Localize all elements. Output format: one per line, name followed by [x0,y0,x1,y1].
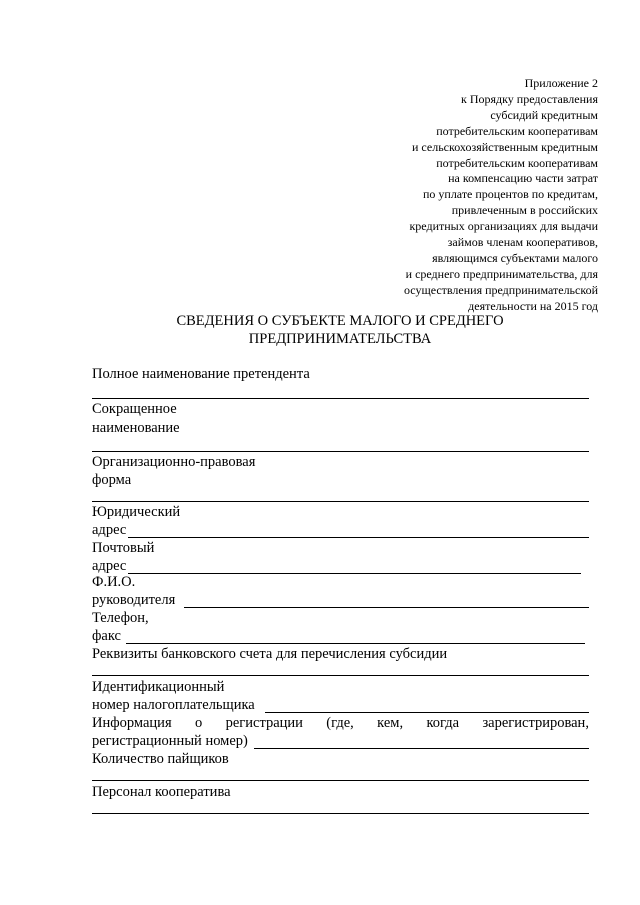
header-line: на компенсацию части затрат [448,171,598,186]
staff-field-line[interactable] [92,813,589,814]
legal-form-field-line[interactable] [92,501,589,502]
header-line: по уплате процентов по кредитам, [422,187,598,202]
full-name-field-line[interactable] [92,398,589,399]
header-line: привлеченным в российских [451,203,598,218]
bank-details-label: Реквизиты банковского счета для перечисления субсидии [92,646,448,662]
legal-address-label-1: Юридический [92,504,181,520]
registration-word: когда [426,715,460,731]
header-line: осуществления предпринимательской [404,282,598,297]
registration-field-line[interactable] [254,748,589,749]
appendix-header [338,76,598,315]
short-name-field-line[interactable] [92,451,589,452]
title-line-1: СВЕДЕНИЯ О СУБЪЕКТЕ МАЛОГО И СРЕДНЕГО [176,313,504,329]
members-count-label: Количество пайщиков [92,751,229,767]
title-line-2: ПРЕДПРИНИМАТЕЛЬСТВА [248,331,432,347]
head-name-field-line[interactable] [184,607,589,608]
header-line: к Порядку предоставления [460,91,598,106]
phone-label-1: Телефон, [92,610,149,626]
header-line: являющимся субъектами малого [432,250,598,265]
members-count-field-line[interactable] [92,780,589,781]
legal-form-label-2: форма [92,472,132,488]
full-name-label: Полное наименование претендента [92,366,310,382]
header-line: деятельности на 2015 год [468,298,598,313]
postal-address-label-1: Почтовый [92,540,155,556]
inn-field-line[interactable] [265,712,589,713]
legal-form-label-1: Организационно-правовая [92,454,256,470]
header-line: потребительским кооперативам [436,123,598,138]
registration-word: о [194,715,203,731]
header-line: и сельскохозяйственным кредитным [412,139,598,154]
header-line: потребительским кооперативам [436,155,598,170]
legal-address-field-line[interactable] [128,537,589,538]
legal-address-label-2: адрес [92,522,127,538]
header-line: и среднего предпринимательства, для [405,266,598,281]
postal-address-label-2: адрес [92,558,127,574]
phone-label-2: факс [92,628,121,644]
registration-word: кем, [377,715,404,731]
registration-label-2: регистрационный номер) [92,733,248,749]
inn-label-2: номер налогоплательщика [92,697,255,713]
phone-field-line[interactable] [126,643,585,644]
postal-address-field-line[interactable] [128,573,581,574]
document-title [90,312,590,348]
registration-word: Информация [92,715,172,731]
registration-word: (где, [326,715,354,731]
bank-details-field-line[interactable] [92,675,589,676]
header-line: кредитных организациях для выдачи [409,219,598,234]
head-name-label-2: руководителя [92,592,176,608]
short-name-label-1: Сокращенное [92,401,177,417]
inn-label-1: Идентификационный [92,679,225,695]
header-line: Приложение 2 [524,76,598,90]
header-line: субсидий кредитным [490,107,598,122]
short-name-label-2: наименование [92,420,180,436]
registration-word: зарегистрирован, [482,715,589,731]
registration-label-1 [92,715,589,732]
header-line: займов членам кооперативов, [447,235,598,250]
staff-label: Персонал кооператива [92,784,231,800]
head-name-label-1: Ф.И.О. [92,574,136,590]
registration-word: регистрации [225,715,303,731]
